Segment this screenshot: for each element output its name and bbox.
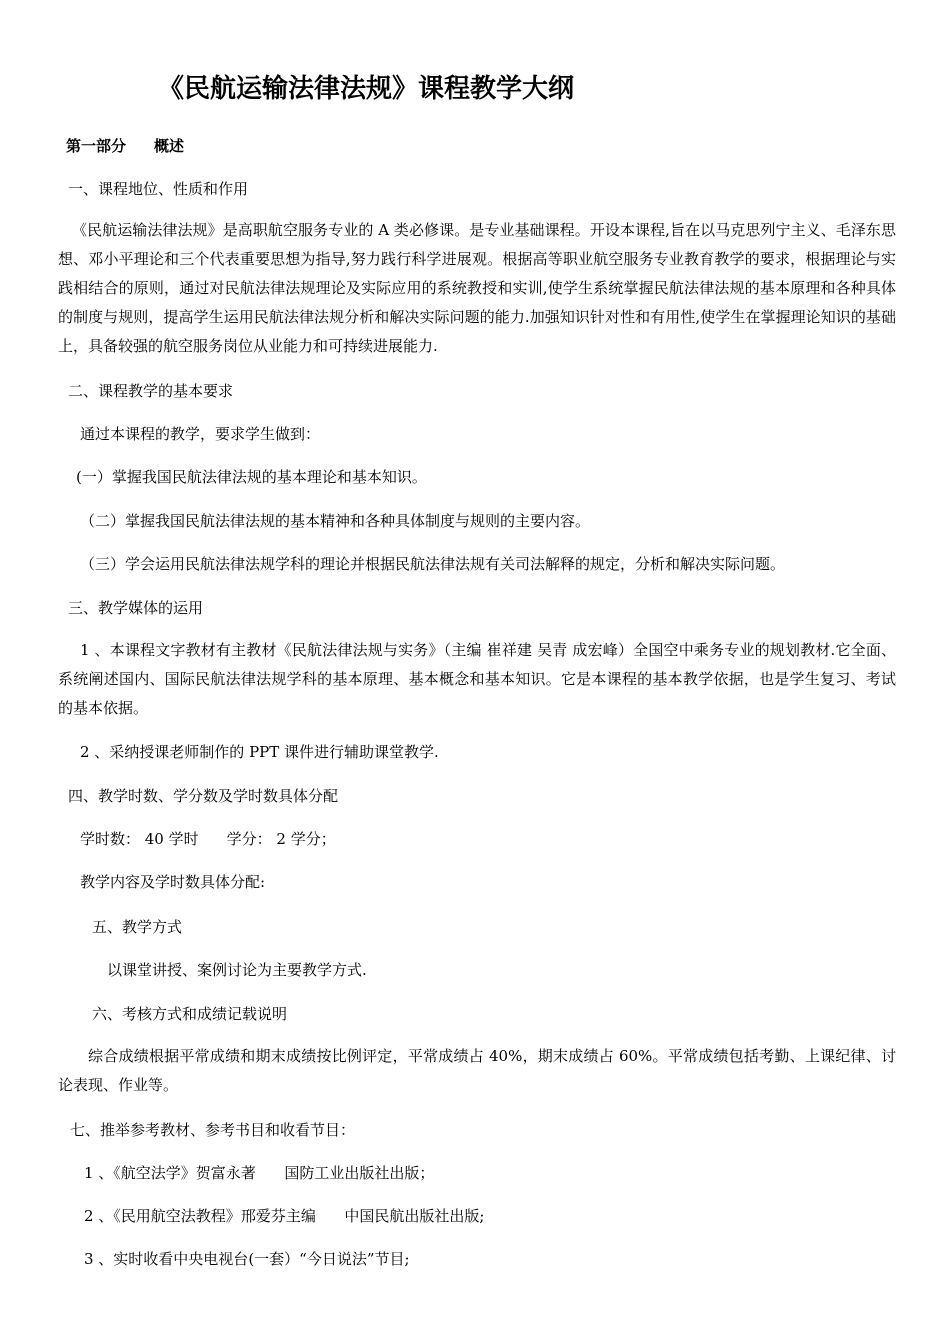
document-title: 《民航运输法律法规》课程教学大纲 [158,74,575,104]
section-7-heading: 七、推举参考教材、参考书目和收看节目： [70,1121,356,1139]
hours-text: 学时数： 40 学时 [80,830,199,848]
section-2-item-1: (一）掌握我国民航法律法规的基本理论和基本知识。 [76,468,427,486]
section-4-heading: 四、教学时数、学分数及学时数具体分配 [68,787,339,805]
section-2-heading: 二、课程教学的基本要求 [68,382,234,400]
reference-item-3: 3 、实时收看中央电视台(一套）“今日说法”节目; [84,1250,410,1268]
section-6-paragraph: 综合成绩根据平常成绩和期末成绩按比例评定，平常成绩占 40%，期末成绩占 60%。平常成绩包括考勤、上课纪律、讨论表现、作业等。 [58,1047,896,1094]
section-2-item-2: （二）掌握我国民航法律法规的基本精神和各种具体制度与规则的主要内容。 [80,512,591,530]
section-4-hours-credits [80,829,336,849]
section-2-intro: 通过本课程的教学，要求学生做到： [80,425,321,443]
section-3-item-2: 2 、采纳授课老师制作的 PPT 课件进行辅助课堂教学. [80,743,439,761]
part-name: 概述 [154,137,185,155]
section-3-item-1: 1 、本课程文字教材有主教材《民航法律法规与实务》（主编 崔祥建 吴青 成宏峰）全国空中乘务专业的规划教材.它全面、系统阐述国内、国际民航法律法规学科的基本原理、基本概念和基本知识。它是本课程的基本教学依据，也是学生复习、考试的基本依据。 [58,641,896,717]
section-4-allocation: 教学内容及学时数具体分配: [80,873,266,891]
part-number: 第一部分 [66,137,127,155]
section-1-heading: 一、课程地位、性质和作用 [68,180,249,198]
section-5-heading: 五、教学方式 [92,918,183,936]
credits-text: 学分： 2 学分； [226,830,336,848]
section-1-paragraph: 《民航运输法律法规》是高职航空服务专业的 A 类必修课。是专业基础课程。开设本课程,旨在以马克思列宁主义、毛泽东思想、邓小平理论和三个代表重要思想为指导,努力践行科学进展观。根据高等职业航空服务专业教育教学的要求，根据理论与实践相结合的原则，通过对民航法律法规理论及实际应用的系统教授和实训,使学生系统掌握民航法律法规的基本原理和各种具体的制度与规则，提高学生运用民航法律法规分析和解决实际问题的能力.加强知识针对性和有用性,使学生在掌握理论知识的基础上，具备较强的航空服务岗位从业能力和可持续进展能力. [58,221,896,355]
reference-item-2: 2 、《民用航空法教程》邢爱芬主编 中国民航出版社出版; [84,1207,485,1225]
section-6-heading: 六、考核方式和成绩记载说明 [92,1005,288,1023]
part-heading [66,136,184,156]
section-3-heading: 三、教学媒体的运用 [68,599,204,617]
section-5-text: 以课堂讲授、案例讨论为主要教学方式. [107,961,367,979]
section-2-item-3: （三）学会运用民航法律法规学科的理论并根据民航法律法规有关司法解释的规定，分析和解决实际问题。 [80,555,786,573]
reference-item-1: 1 、《航空法学》贺富永著 国防工业出版社出版； [84,1164,435,1182]
